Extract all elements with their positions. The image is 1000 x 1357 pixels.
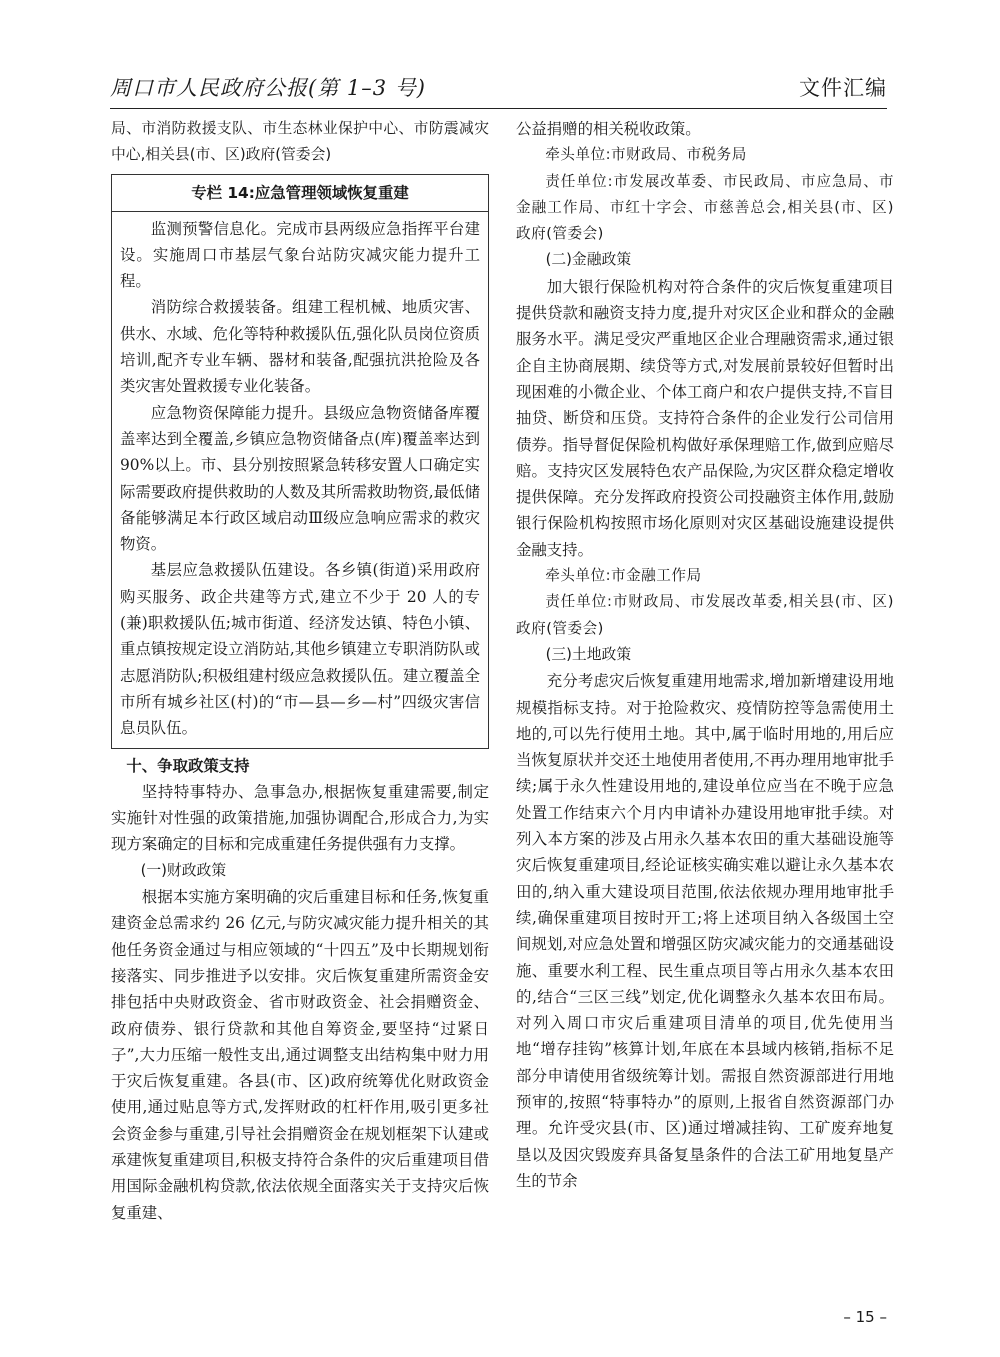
feature-box-title: 专栏 14:应急管理领域恢复重建	[112, 175, 488, 212]
section-heading: 十、争取政策支持	[126, 756, 250, 775]
responsible-units: 责任单位:市财政局、市发展改革委,相关县(市、区)政府(管委会)	[516, 593, 894, 637]
subsection-text: 加大银行保险机构对符合条件的灾后恢复重建项目提供贷款和融资支持力度,提升对灾区企业和群众的金融服务水平。满足受灾严重地区企业合理融资需求,通过银企自主协商展期、续贷等方式,对发展前景较好但暂时出现困难的小微企业、个体工商户和农户提供支持,不盲目抽贷、断贷和压贷。支持符合条件的企业发行公司信用债券。指导督促保险机构做好承保理赔工作,做到应赔尽赔。支持灾区发展特色农产品保险,为灾区群众稳定增收提供保障。充分发挥政府投资公司投融资主体作用,鼓励银行保险机构按照市场化原则对灾区基础设施建设提供金融支持。	[516, 277, 894, 559]
right-column	[516, 116, 894, 1194]
subsection-heading: (二)金融政策	[545, 251, 632, 269]
box-paragraph: 应急物资保障能力提升。县级应急物资储备库覆盖率达到全覆盖,乡镇应急物资储备点(库)覆盖率达到 90%以上。市、县分别按照紧急转移安置人口确定实际需要政府提供救助的人数及其所需救助物资,最低储备能够满足本行政区域启动Ⅲ级应急响应需求的救灾物资。	[120, 403, 480, 554]
intro-text: 局、市消防救援支队、市生态林业保护中心、市防震减灾中心,相关县(市、区)政府(管委会)	[111, 120, 489, 164]
page-header	[110, 72, 887, 109]
subsection-text: 充分考虑灾后恢复重建用地需求,增加新增建设用地规模指标支持。对于抢险救灾、疫情防控等急需使用土地的,可以先行使用土地。其中,属于临时用地的,用后应当恢复原状并交还土地使用者使用,不再办理用地审批手续;属于永久性建设用地的,建设单位应当在不晚于应急处置工作结束六个月内申请补办建设用地审批手续。对列入本方案的涉及占用永久基本农田的重大基础设施等灾后恢复重建项目,经论证核实确实难以避让永久基本农田的,纳入重大建设项目范围,依法依规办理用地审批手续,确保重建项目按时开工;将上述项目纳入各级国土空间规划,对应急处置和增强区防灾减灾能力的交通基础设施、重要水利工程、民生重点项目等占用永久基本农田的,结合“三区三线”划定,优化调整永久基本农田布局。对列入周口市灾后重建项目清单的项目,优先使用当地“增存挂钩”核算计划,年底在本县域内核销,指标不足部分申请使用省级统筹计划。需报自然资源部进行用地预审的,按照“特事特办”的原则,上报省自然资源部门办理。允许受灾县(市、区)通过增减挂钩、工矿废弃地复垦以及因灾毁废弃具备复垦条件的合法工矿用地复垦产生的节余	[516, 672, 894, 1190]
responsible-units: 责任单位:市发展改革委、市民政局、市应急局、市金融工作局、市红十字会、市慈善总会,相关县(市、区)政府(管委会)	[516, 172, 894, 243]
subsection-heading: (一)财政政策	[140, 861, 227, 879]
lead-unit: 牵头单位:市金融工作局	[545, 567, 702, 585]
page-number: – 15 –	[843, 1308, 887, 1326]
subsection-text: 根据本实施方案明确的灾后重建目标和任务,恢复重建资金总需求约 26 亿元,与防灾减灾能力提升相关的其他任务资金通过与相应领域的“十四五”及中长期规划衔接落实、同步推进予以安排。灾后恢复重建所需资金安排包括中央财政资金、省市财政资金、社会捐赠资金、政府债券、银行贷款和其他自筹资金,要坚持“过紧日子”,大力压缩一般性支出,通过调整支出结构集中财力用于灾后恢复重建。各县(市、区)政府统筹优化财政资金使用,通过贴息等方式,发挥财政的杠杆作用,吸引更多社会资金参与重建,引导社会捐赠资金在规划框架下认建或承建恢复重建项目,积极支持符合条件的灾后重建项目借用国际金融机构贷款,依法依规全面落实关于支持灾后恢复重建、	[111, 888, 489, 1222]
feature-box	[111, 174, 489, 749]
subsection-heading: (三)土地政策	[545, 645, 632, 663]
section-text: 坚持特事特办、急事急办,根据恢复重建需要,制定实施针对性强的政策措施,加强协调配合,形成合力,为实现方案确定的目标和完成重建任务提供强有力支撑。	[111, 782, 489, 854]
box-paragraph: 消防综合救援装备。组建工程机械、地质灾害、供水、水域、危化等特种救援队伍,强化队员岗位资质培训,配齐专业车辆、器材和装备,配强抗洪抢险及各类灾害处置救援专业化装备。	[120, 298, 480, 396]
section-name: 文件汇编	[799, 76, 887, 100]
bulletin-title: 周口市人民政府公报(第 1–3 号)	[110, 76, 426, 100]
box-paragraph: 基层应急救援队伍建设。各乡镇(街道)采用政府购买服务、政企共建等方式,建立不少于 20 人的专(兼)职救援队伍;城市街道、经济发达镇、特色小镇、重点镇按规定设立消防站,其他乡镇建立专职消防队或志愿消防队;积极组建村级应急救援队伍。建立覆盖全市所有城乡社区(村)的“市—县—乡—村”四级灾害信息员队伍。	[120, 561, 480, 738]
box-paragraph: 监测预警信息化。完成市县两级应急指挥平台建设。实施周口市基层气象台站防灾减灾能力提升工程。	[120, 219, 480, 291]
continued-text: 公益捐赠的相关税收政策。	[516, 120, 701, 138]
left-column	[111, 116, 489, 1226]
lead-unit: 牵头单位:市财政局、市税务局	[545, 146, 747, 164]
